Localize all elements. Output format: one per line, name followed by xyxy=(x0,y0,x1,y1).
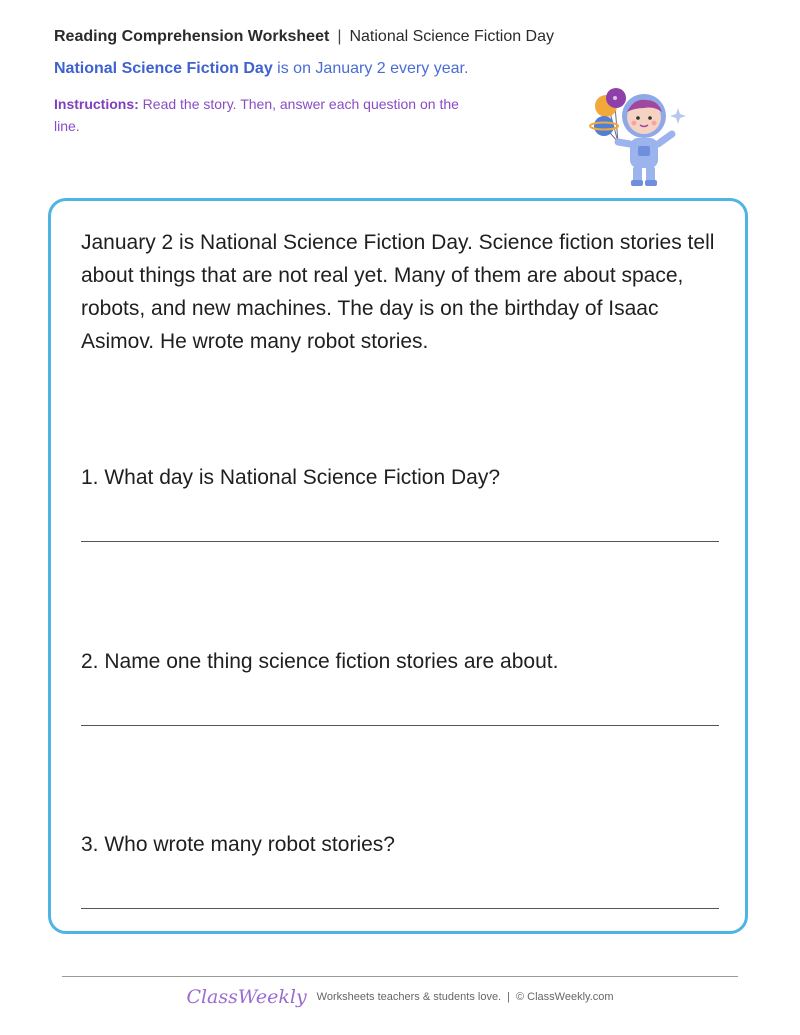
header-separator: | xyxy=(337,28,342,45)
answer-line-2[interactable] xyxy=(81,725,719,726)
worksheet-type: Reading Comprehension Worksheet xyxy=(54,28,330,45)
instructions-label: Instructions: xyxy=(54,96,139,112)
story-paragraph: January 2 is National Science Fiction Day. Science fiction stories tell about things that are not real yet. Many of them are about space, robots, and new machines. The day is on the birthday of Isaac Asimov. He wrote many robot stories. xyxy=(81,231,715,353)
answer-line-3[interactable] xyxy=(81,908,719,909)
answer-line-1[interactable] xyxy=(81,541,719,542)
instructions-text: Read the story. Then, answer each question on the line. xyxy=(54,96,459,134)
question-1: 1. What day is National Science Fiction Day? xyxy=(81,466,501,489)
brand-logo: ClassWeekly xyxy=(186,986,307,1008)
question-3: 3. Who wrote many robot stories? xyxy=(81,833,395,856)
subtitle-rest: is on January 2 every year. xyxy=(272,60,469,77)
footer-tagline: Worksheets teachers & students love. xyxy=(316,991,502,1003)
astronaut-with-balloons-icon xyxy=(584,86,694,190)
footer-divider xyxy=(62,976,738,977)
footer-copyright: © ClassWeekly.com xyxy=(515,991,614,1003)
worksheet-subtitle xyxy=(54,60,468,78)
worksheet-header xyxy=(54,28,554,46)
question-2: 2. Name one thing science fiction stories are about. xyxy=(81,650,559,673)
footer xyxy=(0,986,800,1008)
worksheet-topic: National Science Fiction Day xyxy=(349,28,555,45)
instructions xyxy=(54,93,484,137)
subtitle-highlight: National Science Fiction Day xyxy=(54,60,273,77)
footer-separator: | xyxy=(507,991,510,1003)
